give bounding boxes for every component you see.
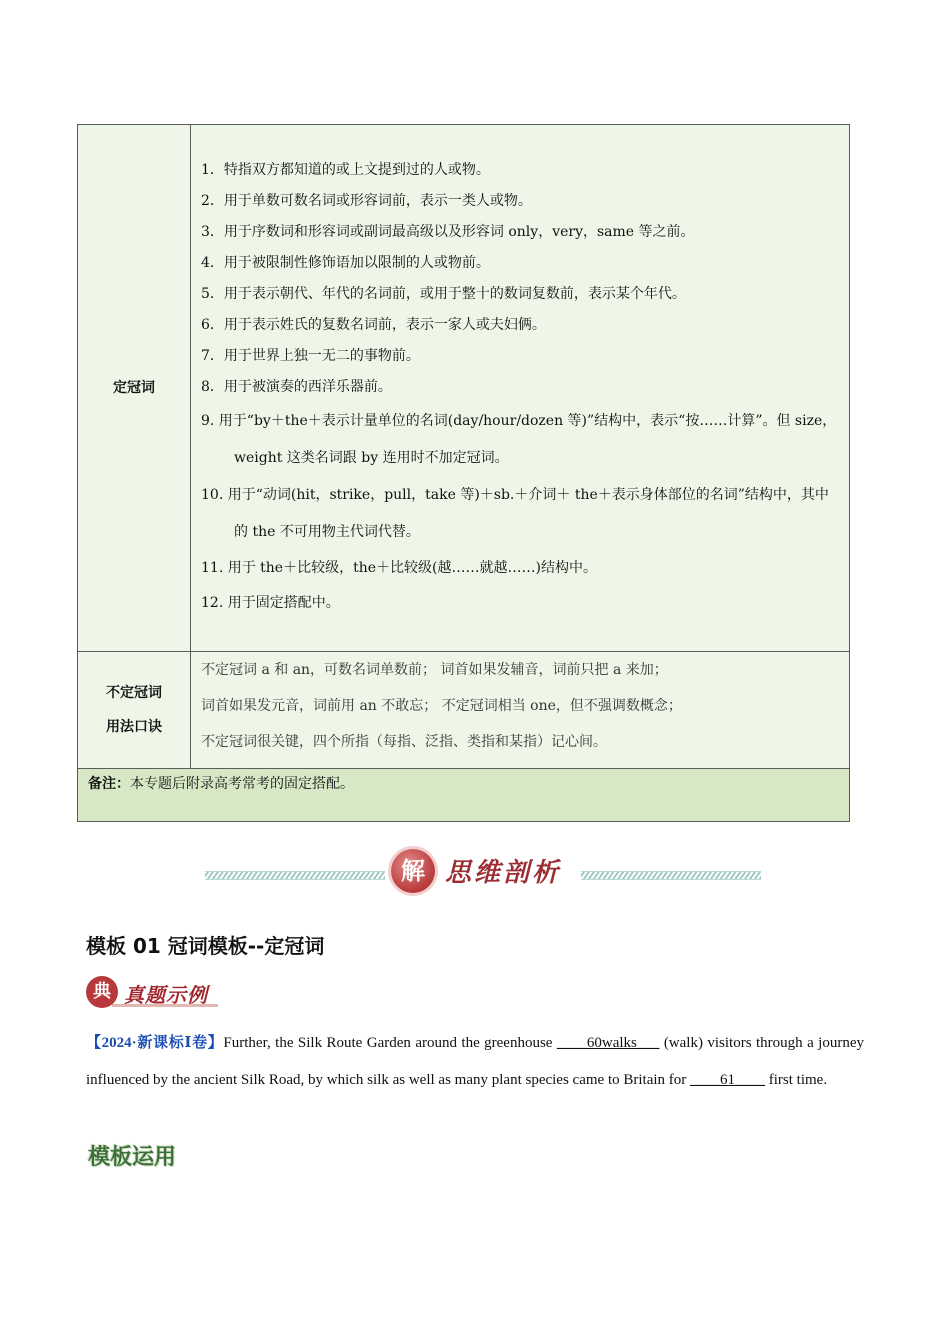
usage-heading: 模板运用: [88, 1145, 177, 1170]
rule-item: 9. 用于“by＋the＋表示计量单位的名词(day/hour/dozen 等)”结构中，表示“按……计算”。但 size，weight 这类名词跟 by 连用时不加定冠词。: [201, 413, 837, 466]
question-text: Further, the Silk Route Garden around the greenhouse: [223, 1035, 557, 1051]
banner-stripe-right: [581, 871, 761, 880]
rule-item: 1．特指双方都知道的或上文提到过的人或物。: [201, 162, 490, 178]
rule-item: 12. 用于固定搭配中。: [201, 595, 340, 611]
indefinite-article-label: [78, 652, 191, 769]
template-heading: 模板 01 冠词模板--定冠词: [86, 934, 325, 958]
indefinite-label-line: 不定冠词: [106, 685, 162, 701]
definite-article-label: 定冠词: [78, 125, 191, 652]
indefinite-label-line: 用法口诀: [106, 719, 162, 735]
example-title: 真题示例: [124, 983, 208, 1007]
analysis-banner: [205, 846, 745, 898]
question-text: first time.: [765, 1072, 828, 1088]
banner-stripe-left: [205, 871, 385, 880]
dian-badge-icon: 典: [86, 976, 118, 1008]
note-row: [78, 769, 850, 822]
grammar-table: [77, 124, 850, 822]
rhyme-line: 不定冠词 a 和 an，可数名词单数前； 词首如果发辅音，词前只把 a 来加；: [201, 662, 668, 678]
rule-item: 6．用于表示姓氏的复数名词前，表示一家人或夫妇俩。: [201, 317, 546, 333]
note-text: 本专题后附录高考常考的固定搭配。: [130, 776, 354, 792]
rule-item: 5．用于表示朝代、年代的名词前，或用于整十的数词复数前，表示某个年代。: [201, 286, 686, 302]
rule-item: 3．用于序数词和形容词或副词最高级以及形容词 only，very，same 等之前。: [201, 224, 695, 240]
banner-title: 思维剖析: [445, 858, 562, 888]
exam-question: [86, 1025, 864, 1099]
definite-rules-cell: [191, 125, 850, 652]
rule-item: 8．用于被演奏的西洋乐器前。: [201, 379, 392, 395]
question-text: (walk) visitors through a journey influenced by the ancient Silk Road, by which silk as well as many plant species came to Britain for: [86, 1035, 864, 1088]
question-source: 【2024·新课标Ⅰ卷】: [86, 1035, 224, 1051]
rule-item: 11. 用于 the＋比较级，the＋比较级(越……就越……)结构中。: [201, 560, 597, 576]
indefinite-rhyme-cell: [191, 652, 850, 769]
rule-item: 4．用于被限制性修饰语加以限制的人或物前。: [201, 255, 490, 271]
answer-blank: ____61____: [690, 1072, 766, 1088]
answer-blank: ____60walks___: [556, 1035, 660, 1051]
rhyme-line: 词首如果发元音，词前用 an 不敢忘； 不定冠词相当 one，但不强调数概念；: [201, 698, 682, 714]
rule-item: 2．用于单数可数名词或形容词前，表示一类人或物。: [201, 193, 532, 209]
rule-item: 7．用于世界上独一无二的事物前。: [201, 348, 420, 364]
example-badge: [86, 974, 226, 1010]
rule-item: 10. 用于“动词(hit，strike，pull，take 等)＋sb.＋介词＋ the＋表示身体部位的名词”结构中，其中的 the 不可用物主代词代替。: [201, 487, 829, 540]
note-label: 备注：: [88, 776, 130, 792]
jie-badge-icon: 解: [391, 849, 435, 893]
rhyme-line: 不定冠词很关键，四个所指（每指、泛指、类指和某指）记心间。: [201, 734, 607, 750]
